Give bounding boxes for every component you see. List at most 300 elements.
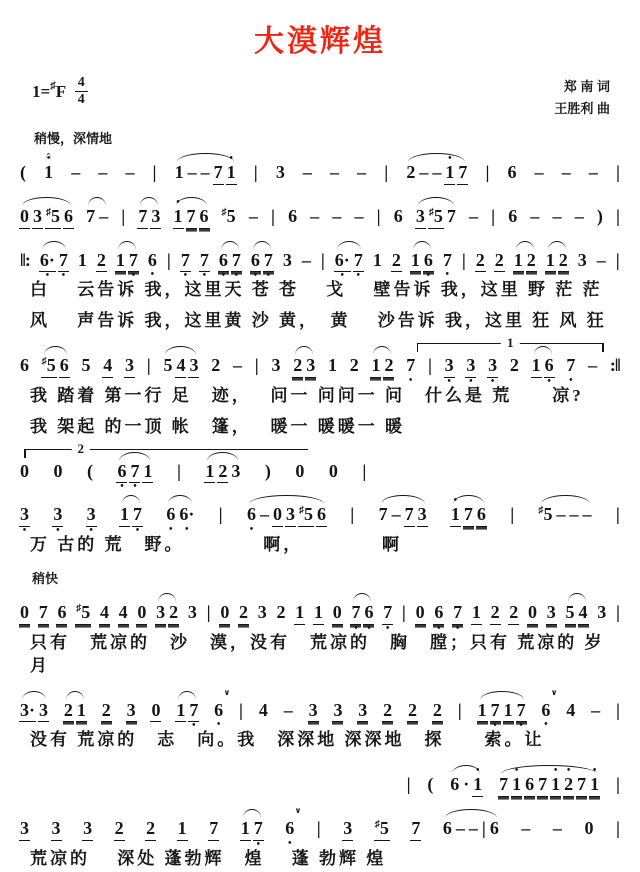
- score-system: [18, 685, 622, 754]
- octave-dot-below: •: [89, 525, 93, 537]
- note: |: [121, 205, 126, 226]
- lyrics-line: 白 云告诉 我，这里天 苍 苍 戈 壁告诉 我，这里 野 茫 茫: [30, 280, 603, 300]
- note: 1: [327, 355, 337, 376]
- note: –: [125, 162, 135, 183]
- volta-right-tick: [602, 343, 604, 352]
- note: 7 •: [406, 355, 416, 386]
- note: 3: [82, 818, 93, 841]
- note: 2: [558, 250, 569, 273]
- note: |: [218, 504, 223, 525]
- note: 3 •: [444, 355, 454, 387]
- tempo-marking-2: 稍快: [32, 571, 59, 586]
- note: ·: [463, 774, 470, 795]
- slur-group: [476, 699, 528, 732]
- note: –: [552, 205, 562, 226]
- note: 4: [118, 602, 129, 625]
- octave-dot-below: •: [45, 270, 50, 282]
- key-prefix: 1=: [32, 82, 51, 101]
- note: 3: [308, 700, 319, 723]
- note: 3: [415, 206, 426, 229]
- octave-dot-above: •: [553, 765, 558, 777]
- note: 6 •: [147, 249, 157, 281]
- note: ♯5: [75, 602, 91, 625]
- notation-line: [405, 759, 622, 797]
- note: 3: [187, 602, 197, 622]
- slur-group: [62, 700, 88, 723]
- note: 3: [231, 460, 241, 481]
- note: 1: [372, 249, 382, 270]
- slur-group: [38, 249, 70, 282]
- octave-dot-below: •: [569, 374, 573, 386]
- octave-dot-above: •: [448, 153, 452, 165]
- note: 6: [59, 355, 70, 378]
- breath-mark-icon: ∨: [223, 687, 231, 697]
- note: 7 •: [130, 460, 140, 493]
- note: 6 •: [250, 249, 260, 282]
- octave-dot-below: •: [185, 524, 189, 536]
- note: 7: [38, 602, 49, 625]
- note: 7 •: [453, 602, 463, 634]
- note: 7 •: [128, 249, 138, 282]
- note: |: [615, 817, 620, 838]
- note: 3: [597, 602, 607, 622]
- slur-group: [369, 355, 395, 378]
- slur-group: [441, 818, 501, 839]
- meter-numerator: 4: [75, 76, 88, 92]
- note: |: [152, 162, 157, 183]
- note: 1: [370, 355, 381, 378]
- note: –: [569, 504, 579, 525]
- note: 3: [38, 700, 49, 723]
- note: 4: [99, 602, 110, 625]
- slur-group: [544, 250, 570, 273]
- note: 1: [177, 818, 188, 841]
- note: 7: [137, 206, 148, 229]
- sharp-icon: ♯: [221, 206, 227, 218]
- note: 1: [531, 355, 542, 378]
- note: 4: [175, 355, 186, 378]
- note: ♯5: [45, 206, 61, 229]
- note: |: [457, 699, 462, 720]
- note: –: [588, 355, 598, 376]
- note: 0: [328, 460, 338, 481]
- note: 1: [313, 602, 324, 625]
- note: 1: [545, 250, 556, 273]
- note: 6 •: [117, 460, 127, 493]
- note: |: [615, 504, 620, 525]
- note: 0: [527, 602, 538, 625]
- octave-dot-below: •: [455, 622, 460, 634]
- slur-group: [173, 153, 238, 185]
- note: 2: [211, 355, 221, 376]
- slur-group: [18, 206, 75, 229]
- octave-dot-above: •: [476, 765, 480, 777]
- note: |: [253, 162, 258, 183]
- note: |: [615, 774, 620, 795]
- note: 3: [257, 602, 267, 622]
- lyrics-line: 我 架起 的一顶 帐 篷， 暖一 暖暖一 暖: [30, 416, 405, 436]
- score-system: [18, 489, 622, 558]
- credits: [554, 76, 610, 120]
- note: –: [354, 205, 364, 226]
- volta-label: 2: [72, 441, 91, 457]
- slur-group: [115, 460, 154, 493]
- sharp-accidental: ♯: [50, 80, 56, 92]
- slur-group: [349, 602, 375, 634]
- octave-dot-below: •: [253, 270, 258, 282]
- note: 1 •: [589, 774, 600, 797]
- song-title: 大漠辉煌: [254, 25, 386, 58]
- score-system: [18, 147, 622, 185]
- note: 0: [19, 602, 30, 625]
- lyrics-line: 只有 荒凉的 沙 漠，没有 荒凉的 胸 膛；只有 荒凉的 岁 月: [30, 632, 625, 675]
- notation-line: [18, 803, 622, 850]
- note: 2: [382, 700, 393, 723]
- note: |: [176, 460, 181, 481]
- slur-group: [333, 249, 365, 282]
- octave-dot-below: •: [385, 622, 390, 634]
- slur-group: [239, 817, 265, 850]
- lyrics-line: 风 声告诉 我，这里黄 沙 黄， 黄 沙告诉 我，这里 狂 风 狂: [30, 311, 607, 331]
- slur-group: [409, 249, 435, 282]
- score-system: [18, 803, 622, 872]
- note: |: [206, 602, 211, 622]
- note: –: [301, 249, 311, 270]
- note: 7 •: [383, 602, 393, 634]
- octave-dot-below: •: [221, 270, 226, 282]
- notation-line: [18, 489, 622, 537]
- note: 1: [175, 700, 186, 723]
- note: ♯5: [428, 206, 444, 229]
- note: |: [376, 205, 381, 226]
- note: 2: [391, 250, 402, 273]
- tempo-marking: 稍慢，深情地: [34, 131, 113, 147]
- note: 0: [20, 460, 29, 481]
- slur-group: [537, 504, 594, 525]
- note: –: [468, 817, 478, 838]
- note: 3: [305, 355, 316, 378]
- note: 3·: [19, 700, 36, 723]
- notation-line: [18, 147, 622, 185]
- octave-dot-below: •: [519, 720, 523, 732]
- note: –: [259, 504, 269, 525]
- note: 7 •: [351, 602, 361, 634]
- slur-group: [114, 249, 140, 282]
- octave-dot-below: •: [56, 525, 60, 537]
- note: –: [232, 355, 242, 376]
- octave-dot-below: •: [120, 481, 124, 493]
- slur-group: [161, 355, 200, 378]
- octave-dot-below: •: [266, 270, 271, 282]
- note: 3 •: [86, 504, 96, 537]
- note: 1 •: [173, 206, 184, 229]
- note: 3 •: [466, 355, 476, 387]
- note: 6 • ∨: [541, 687, 558, 731]
- slur-group: [249, 249, 275, 282]
- note: 2: [63, 700, 74, 723]
- slur-group: [174, 699, 200, 732]
- note: 0: [53, 460, 63, 481]
- note: ♯5: [374, 818, 390, 841]
- note: 7: [208, 818, 219, 841]
- note: 6: [507, 162, 517, 183]
- lyrics-line: 我 踏着 第一行 足 迹， 问一 问问一 问 什么是 荒 凉?: [30, 385, 584, 405]
- note: 3: [126, 700, 137, 723]
- note: 7 •: [199, 249, 209, 282]
- notation-line: [18, 587, 622, 634]
- sharp-icon: ♯: [298, 505, 304, 517]
- note: ♯5: [298, 504, 314, 527]
- octave-dot-below: •: [490, 375, 495, 387]
- note: ‖:: [20, 249, 30, 270]
- note: |: [254, 355, 259, 376]
- note: 3 •: [53, 504, 63, 537]
- slur-group: [449, 495, 488, 527]
- note: 7 •: [231, 249, 241, 282]
- slur-group: [84, 206, 110, 227]
- octave-dot-below: •: [447, 375, 451, 387]
- slur-group: [42, 153, 55, 183]
- note: 1 •: [444, 162, 455, 185]
- slur-group: [136, 206, 162, 229]
- note: 2: [526, 250, 537, 273]
- note: ♯5: [221, 205, 236, 226]
- note: 4: [578, 602, 589, 625]
- note: 7 •: [189, 699, 199, 732]
- note: 6: [316, 504, 327, 527]
- note: –: [582, 504, 592, 525]
- lyrics-line: 荒凉的 深处 蓬勃辉 煌 蓬 勃辉 煌: [30, 848, 387, 868]
- octave-dot-below: •: [547, 375, 551, 387]
- note: 0: [150, 700, 161, 723]
- volta-label: 1: [501, 335, 520, 351]
- octave-dot-above: •: [592, 765, 597, 777]
- note: 6: [524, 774, 535, 797]
- score-system: [18, 191, 622, 229]
- octave-dot-below: •: [445, 269, 450, 281]
- note: –: [521, 817, 531, 838]
- volta-left-tick: [24, 449, 26, 458]
- note: |: [406, 774, 411, 795]
- note: |: [461, 249, 466, 270]
- note: 2: [407, 700, 418, 723]
- note: 0: [295, 460, 305, 481]
- note: 7: [446, 205, 456, 226]
- note: 1: [240, 818, 251, 841]
- score-system: [18, 440, 622, 493]
- note: 3: [546, 602, 557, 625]
- note: 2: [96, 250, 107, 273]
- note: |: [166, 249, 171, 270]
- sharp-icon: ♯: [41, 356, 47, 368]
- note: 0: [19, 206, 30, 229]
- note: 7: [463, 504, 474, 527]
- note: 2: [145, 818, 156, 841]
- note: –: [432, 162, 442, 183]
- note: –: [574, 205, 584, 226]
- note: –: [455, 817, 465, 838]
- slur-group: [40, 355, 71, 378]
- note: 3: [271, 355, 281, 376]
- key-tonic: F: [55, 82, 66, 101]
- lyrics-line: 没有 荒凉的 志 向。我 深深地 深深地 探 索。让: [30, 730, 545, 750]
- octave-dot-below: •: [354, 622, 358, 634]
- slur-group: [448, 765, 484, 797]
- note: 7 •: [516, 699, 526, 732]
- key-signature: [32, 76, 88, 107]
- note: 6: [508, 205, 518, 226]
- note: 6· •: [334, 249, 350, 282]
- slur-group: [564, 602, 590, 625]
- note: 6 •: [544, 355, 554, 387]
- note: 2: [490, 602, 501, 625]
- note: –: [302, 162, 312, 183]
- note: ): [596, 205, 603, 226]
- note: 1: [471, 602, 482, 625]
- note: 7: [86, 205, 96, 226]
- note: 7 •: [353, 249, 363, 282]
- note: 2: [114, 818, 125, 841]
- slur-group: [172, 196, 211, 229]
- note: 3: [282, 249, 292, 270]
- note: 2: [383, 355, 394, 378]
- note: 3: [155, 602, 166, 625]
- note: 2: [292, 355, 303, 378]
- note: 6: [56, 602, 67, 625]
- octave-dot-below: •: [437, 622, 441, 634]
- note: 7 •: [132, 504, 142, 537]
- breath-mark-icon: ∨: [294, 805, 302, 815]
- notation-line: [18, 235, 622, 282]
- note: 3: [150, 206, 161, 229]
- note: 2: [432, 700, 443, 723]
- slur-group: [414, 206, 458, 229]
- note: |: [615, 249, 620, 270]
- note: 6 •: [364, 602, 374, 634]
- slur-group: [512, 250, 538, 273]
- note: 6: [450, 774, 460, 795]
- note: |: [615, 162, 620, 183]
- octave-dot-above: •: [453, 495, 458, 507]
- slur-group: [291, 355, 317, 378]
- score-system: [18, 587, 625, 679]
- note: 0: [415, 602, 426, 625]
- note: 3: [51, 818, 62, 841]
- note: |: [270, 205, 275, 226]
- note: 6· •: [179, 504, 195, 536]
- score-system: [18, 235, 622, 335]
- octave-dot-below: •: [150, 269, 155, 281]
- note: 7: [404, 504, 415, 527]
- note: 1 •: [450, 504, 461, 527]
- note: 2: [475, 250, 486, 273]
- note: |: [401, 602, 406, 622]
- note: 2 •: [563, 774, 574, 797]
- note: 3: [124, 355, 135, 378]
- note: ♯5: [538, 504, 553, 525]
- note: 3: [342, 818, 353, 841]
- octave-dot-below: •: [469, 375, 473, 387]
- note: 7 •: [253, 817, 263, 850]
- note: |: [485, 162, 490, 183]
- note: –: [330, 162, 340, 183]
- note: 6 • ∨: [285, 805, 302, 849]
- note: 2: [508, 602, 519, 625]
- note: 7: [186, 206, 197, 229]
- note: 1 •: [472, 774, 483, 797]
- note: |: [615, 602, 620, 622]
- octave-dot-below: •: [169, 524, 173, 536]
- note: 1: [142, 461, 153, 484]
- note: |: [616, 699, 620, 720]
- time-signature: [75, 76, 88, 107]
- octave-dot-below: •: [544, 719, 548, 731]
- note: 7: [378, 504, 388, 525]
- note: |: [146, 355, 151, 376]
- note: 1: [513, 250, 524, 273]
- note: 6: [199, 206, 210, 229]
- note: 1: [119, 504, 130, 527]
- note: 3 •: [488, 355, 498, 387]
- note: –: [534, 162, 544, 183]
- note: 6: [20, 355, 29, 376]
- slur-group: [217, 249, 243, 282]
- note: 2: [217, 461, 228, 484]
- note: 2: [101, 700, 112, 723]
- octave-dot-below: •: [135, 525, 140, 537]
- note: –: [200, 162, 210, 183]
- note: 1: [410, 250, 421, 273]
- note: 1 •: [550, 774, 561, 797]
- octave-dot-below: •: [234, 270, 239, 282]
- note: 6 •: [434, 602, 444, 634]
- note: 2: [238, 602, 249, 625]
- note: |: [510, 504, 515, 525]
- note: 6 • ∨: [214, 687, 231, 731]
- lyricist-credit: 郑 南 词: [563, 79, 610, 94]
- note: 1: [294, 602, 305, 625]
- note: –: [552, 817, 562, 838]
- note: 3: [188, 355, 199, 378]
- volta-bracket: [417, 335, 604, 354]
- note: ): [264, 460, 271, 481]
- note: 6: [63, 206, 74, 229]
- note: –: [187, 162, 197, 183]
- slur-group: [404, 153, 469, 185]
- octave-dot-below: •: [356, 270, 361, 282]
- octave-dot-below: •: [426, 270, 431, 282]
- note: 3: [417, 504, 428, 527]
- slur-group: [118, 504, 144, 537]
- slur-group: [497, 765, 601, 797]
- note: 7: [410, 818, 421, 841]
- note: 2: [406, 162, 416, 183]
- note: 5: [565, 602, 576, 625]
- note: 0: [272, 504, 283, 527]
- notation-line: [18, 191, 622, 229]
- lyrics-line: 万 古的 荒 野。 啊， 啊: [30, 535, 402, 555]
- note: –: [530, 205, 540, 226]
- note: 1: [77, 249, 87, 270]
- note: 6 •: [218, 249, 228, 282]
- note: 5: [163, 355, 173, 376]
- note: 6· •: [39, 249, 55, 282]
- note: 7 •: [58, 249, 68, 282]
- note: 6: [442, 817, 452, 838]
- slur-group: [164, 504, 196, 536]
- note: 1: [76, 700, 87, 723]
- note: ♯5: [41, 355, 57, 378]
